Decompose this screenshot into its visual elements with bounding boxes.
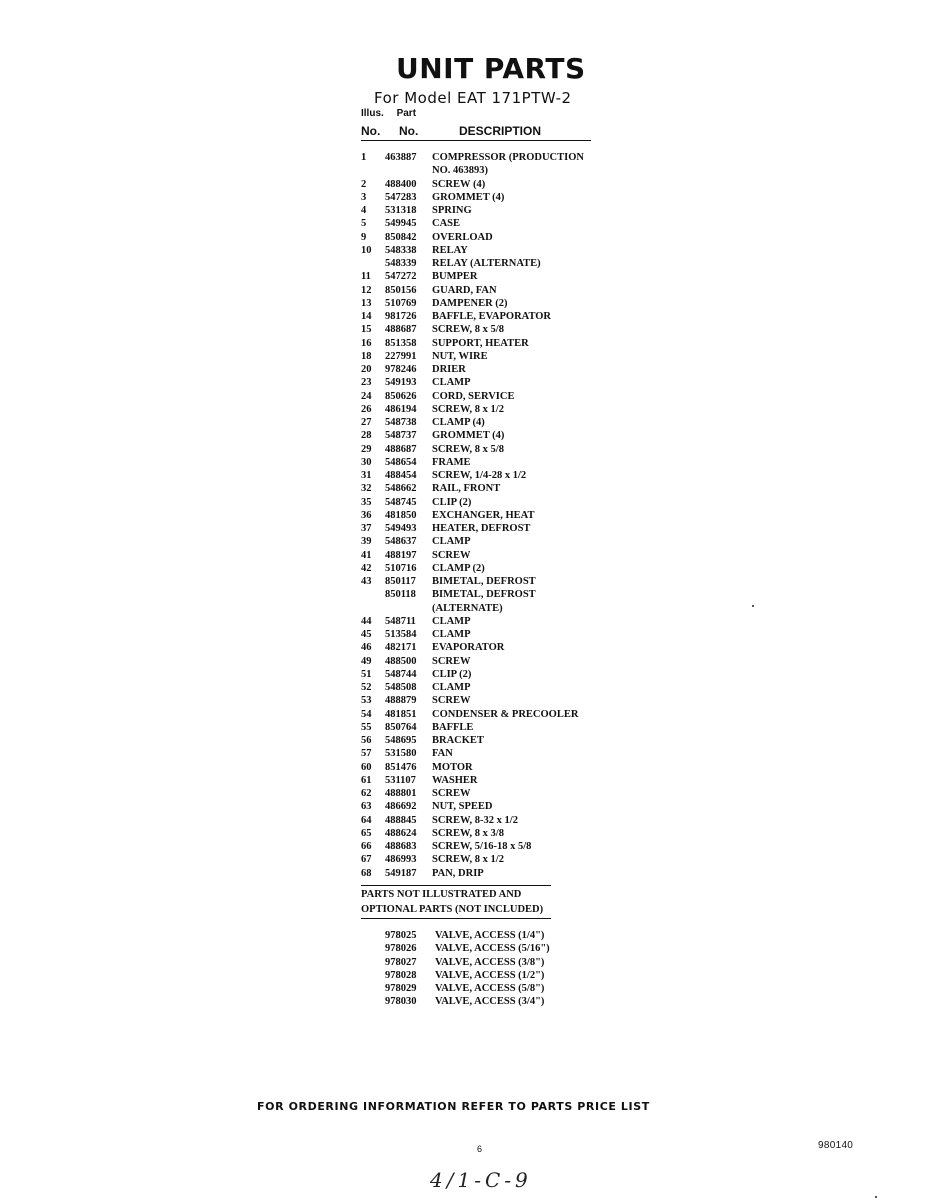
table-row [361,257,621,270]
table-row [361,774,621,787]
part-number: 548711 [385,615,416,627]
part-description: SCREW [432,695,471,707]
table-row [361,376,621,389]
note-line-1: PARTS NOT ILLUSTRATED AND [361,889,522,900]
illus-number: 30 [361,456,372,468]
part-number: 482171 [385,642,417,654]
part-description: MOTOR [432,761,473,773]
table-row [361,615,621,628]
table-row [361,456,621,469]
part-number: 531107 [385,774,416,786]
illus-number: 23 [361,377,372,389]
illus-number: 16 [361,337,372,349]
table-row [361,800,621,813]
table-row [361,655,621,668]
part-number: 510716 [385,562,417,574]
illus-number: 11 [361,271,371,283]
table-row [361,416,621,429]
part-description: GROMMET (4) [432,191,505,203]
part-number: 549193 [385,377,417,389]
table-row [361,469,621,482]
part-number: 549493 [385,523,417,534]
part-description: CLAMP [432,615,471,627]
part-description: COMPRESSOR (PRODUCTION [432,152,584,163]
table-row [361,575,621,588]
table-row [361,284,621,297]
column-header-top [361,108,426,119]
table-row [361,443,621,456]
part-number: 981726 [385,311,417,322]
table-row [361,310,621,323]
illus-number: 62 [361,788,372,799]
part-number: 488683 [385,841,417,852]
table-row [361,840,621,853]
illus-number: 35 [361,496,372,508]
part-description: CLIP (2) [432,668,472,680]
part-description: SCREW, 8 x 1/2 [432,854,504,866]
part-number: 978026 [385,943,417,955]
part-number: 488400 [385,178,417,190]
table-row [361,191,621,204]
note-rule-top [361,885,551,886]
table-row [361,734,621,747]
illus-number: 45 [361,629,372,640]
part-description: EVAPORATOR [432,642,505,654]
illus-number: 32 [361,483,372,495]
table-row [361,217,621,230]
part-description: VALVE, ACCESS (1/2") [435,969,545,981]
part-number: 548738 [385,417,417,428]
part-description: VALVE, ACCESS (5/8") [435,983,545,994]
table-row [361,231,621,244]
page-number: 6 [477,1144,483,1154]
illus-number: 12 [361,284,372,296]
illus-number: 60 [361,761,372,773]
illus-number: 18 [361,350,372,362]
part-number: 548695 [385,735,417,746]
table-row [361,509,621,522]
description-header: DESCRIPTION [459,124,542,138]
part-description: EXCHANGER, HEAT [432,509,535,521]
table-row [361,721,621,734]
part-number: 486993 [385,854,417,866]
part-description: DRIER [432,364,466,375]
part-description: VALVE, ACCESS (5/16") [435,943,550,955]
illus-number: 66 [361,841,372,852]
part-description: SCREW, 8 x 5/8 [432,443,504,455]
illus-number: 20 [361,364,372,375]
part-description: CONDENSER & PRECOOLER [432,708,579,720]
part-number: 486692 [385,801,417,813]
illus-number: 46 [361,642,372,654]
part-number: 547272 [385,271,417,283]
illus-number: 37 [361,523,372,534]
part-number: 549187 [385,867,417,879]
part-number: 548637 [385,536,417,548]
part-number: 488500 [385,655,417,667]
table-row [361,814,621,827]
illus-number: 67 [361,854,372,866]
part-description: VALVE, ACCESS (3/8") [435,956,545,968]
table-row [361,297,621,310]
part-number: 481851 [385,708,417,720]
part-description: CLIP (2) [432,496,472,508]
illus-number: 68 [361,867,372,879]
part-description: SCREW [432,788,471,799]
table-row [361,694,621,707]
illus-number: 49 [361,655,372,667]
part-description: RELAY [432,244,468,256]
part-description: CLAMP [432,629,471,640]
part-number: 548745 [385,496,417,508]
part-number: 488687 [385,324,417,336]
table-row [361,628,621,641]
scan-speck [752,605,754,607]
part-description: SPRING [432,205,472,216]
table-row [361,867,621,880]
illus-number: 14 [361,311,372,322]
illus-number: 2 [361,178,367,190]
ordering-footer: FOR ORDERING INFORMATION REFER TO PARTS PRICE LIST [257,1100,650,1113]
part-description: BIMETAL, DEFROST [432,589,536,601]
part-no-header: No. [399,124,419,138]
part-description: BUMPER [432,271,478,283]
illus-number: 44 [361,615,372,627]
part-number: 488687 [385,443,417,455]
part-number: 227991 [385,350,417,362]
illus-label: Illus. [361,108,384,119]
table-row [361,562,621,575]
part-number: 531318 [385,205,417,216]
table-row [361,178,621,191]
table-row [361,337,621,350]
part-description: CORD, SERVICE [432,390,515,402]
table-row [361,496,621,509]
part-description: SCREW [432,655,471,667]
part-description: RELAY (ALTERNATE) [432,258,541,269]
illus-no-header: No. [361,124,381,138]
part-number: 850117 [385,576,416,587]
part-description: SCREW (4) [432,178,486,190]
table-row [361,602,621,615]
table-row [361,761,621,774]
part-description: SCREW, 8 x 1/2 [432,403,504,415]
part-number: 488845 [385,814,417,826]
illus-number: 53 [361,695,372,707]
table-row [361,151,621,164]
illus-number: 27 [361,417,372,428]
part-number: 548744 [385,668,417,680]
table-row [361,708,621,721]
illus-number: 15 [361,324,372,336]
part-description: SCREW, 8 x 5/8 [432,324,504,336]
part-description: BIMETAL, DEFROST [432,576,536,587]
part-number: 488801 [385,788,417,799]
part-description: HEATER, DEFROST [432,523,531,534]
part-number: 488454 [385,470,417,481]
table-row [361,681,621,694]
illus-number: 61 [361,774,372,786]
illus-number: 36 [361,509,372,521]
table-row [361,787,621,800]
scan-speck [875,1196,877,1198]
table-row [361,668,621,681]
illus-number: 65 [361,827,372,839]
part-number: 548508 [385,682,417,693]
part-description: CLAMP [432,377,471,389]
illus-number: 43 [361,576,372,587]
part-number: 851358 [385,337,417,349]
part-description: BAFFLE [432,721,474,733]
part-description: BRACKET [432,735,484,746]
part-number: 463887 [385,152,417,163]
table-row [361,827,621,840]
part-description: PAN, DRIP [432,867,484,879]
table-row [361,482,621,495]
page-title: UNIT PARTS [396,52,586,85]
part-number: 548654 [385,456,417,468]
part-description: OVERLOAD [432,231,493,243]
illus-number: 4 [361,205,367,216]
note-rule-bottom [361,918,551,919]
part-description: FRAME [432,456,471,468]
part-number: 510769 [385,297,417,309]
illus-number: 28 [361,430,372,442]
part-number: 548338 [385,244,417,256]
part-number: 488879 [385,695,417,707]
part-description: CLAMP (4) [432,417,485,428]
part-number: 978028 [385,969,417,981]
part-number: 978246 [385,364,417,375]
table-row [361,403,621,416]
part-number: 850842 [385,231,417,243]
table-row [361,588,621,601]
illus-number: 9 [361,231,367,243]
part-description: SCREW, 5/16-18 x 5/8 [432,841,532,852]
part-number: 548339 [385,258,417,269]
part-number: 978027 [385,956,417,968]
part-description: SUPPORT, HEATER [432,337,529,349]
part-number: 488197 [385,549,417,561]
illus-number: 10 [361,244,372,256]
part-number: 978030 [385,996,417,1008]
illus-number: 63 [361,801,372,813]
part-description: SCREW, 8 x 3/8 [432,827,504,839]
header-rule [361,140,591,141]
part-number: 851476 [385,761,417,773]
part-number: 548737 [385,430,417,442]
part-number: 978029 [385,983,417,994]
part-description: SCREW, 8-32 x 1/2 [432,814,518,826]
part-description: CLAMP [432,682,471,693]
illus-number: 26 [361,403,372,415]
table-row [361,323,621,336]
illus-number: 29 [361,443,372,455]
illus-number: 56 [361,735,372,746]
part-description: CASE [432,218,461,230]
table-row [361,390,621,403]
table-row [361,244,621,257]
illus-number: 57 [361,748,372,760]
part-description: NUT, WIRE [432,350,488,362]
part-description: CLAMP (2) [432,562,485,574]
illus-number: 13 [361,297,372,309]
illus-number: 52 [361,682,372,693]
table-row [361,747,621,760]
illus-number: 3 [361,191,367,203]
part-number: 850764 [385,721,417,733]
part-description: DAMPENER (2) [432,297,508,309]
part-label: Part [396,108,417,119]
part-number: 548662 [385,483,417,495]
part-number: 850156 [385,284,417,296]
illus-number: 42 [361,562,372,574]
illus-number: 51 [361,668,372,680]
part-number: 850118 [385,589,416,601]
illus-number: 54 [361,708,372,720]
part-number: 850626 [385,390,417,402]
illus-number: 41 [361,549,372,561]
part-description: WASHER [432,774,478,786]
illus-number: 24 [361,390,372,402]
illus-number: 64 [361,814,372,826]
illus-number: 5 [361,218,367,230]
table-row [361,853,621,866]
part-description: CLAMP [432,536,471,548]
part-description: FAN [432,748,453,760]
illus-number: 39 [361,536,372,548]
illus-number: 55 [361,721,372,733]
table-row [361,535,621,548]
handwritten-note: 4/1-C-9 [430,1168,532,1192]
part-number: 531580 [385,748,417,760]
part-description: GUARD, FAN [432,284,497,296]
table-row [361,549,621,562]
optional-parts-note [361,887,543,917]
table-row [361,350,621,363]
part-number: 513584 [385,629,417,640]
part-description: SCREW, 1/4-28 x 1/2 [432,470,527,481]
table-row [361,270,621,283]
table-row [361,363,621,376]
part-number: 547283 [385,191,417,203]
part-number: 549945 [385,218,417,230]
table-row [361,429,621,442]
part-description: BAFFLE, EVAPORATOR [432,311,552,322]
model-subtitle: For Model EAT 171PTW-2 [374,89,572,107]
note-line-2: OPTIONAL PARTS (NOT INCLUDED) [361,904,544,915]
part-number: 486194 [385,403,417,415]
part-number: 481850 [385,509,417,521]
part-description: SCREW [432,549,471,561]
table-row [361,641,621,654]
table-row [361,204,621,217]
part-description: VALVE, ACCESS (1/4") [435,930,545,941]
part-description: VALVE, ACCESS (3/4") [435,996,545,1008]
part-description: GROMMET (4) [432,430,505,442]
part-description: (ALTERNATE) [432,602,503,614]
part-number: 978025 [385,930,417,941]
table-row [361,164,621,177]
document-id: 980140 [818,1140,854,1151]
part-description: NO. 463893) [432,165,488,177]
illus-number: 1 [361,152,367,163]
table-row [361,522,621,535]
part-number: 488624 [385,827,417,839]
part-description: RAIL, FRONT [432,483,501,495]
part-description: NUT, SPEED [432,801,493,813]
parts-table [361,151,621,880]
illus-number: 31 [361,470,372,481]
